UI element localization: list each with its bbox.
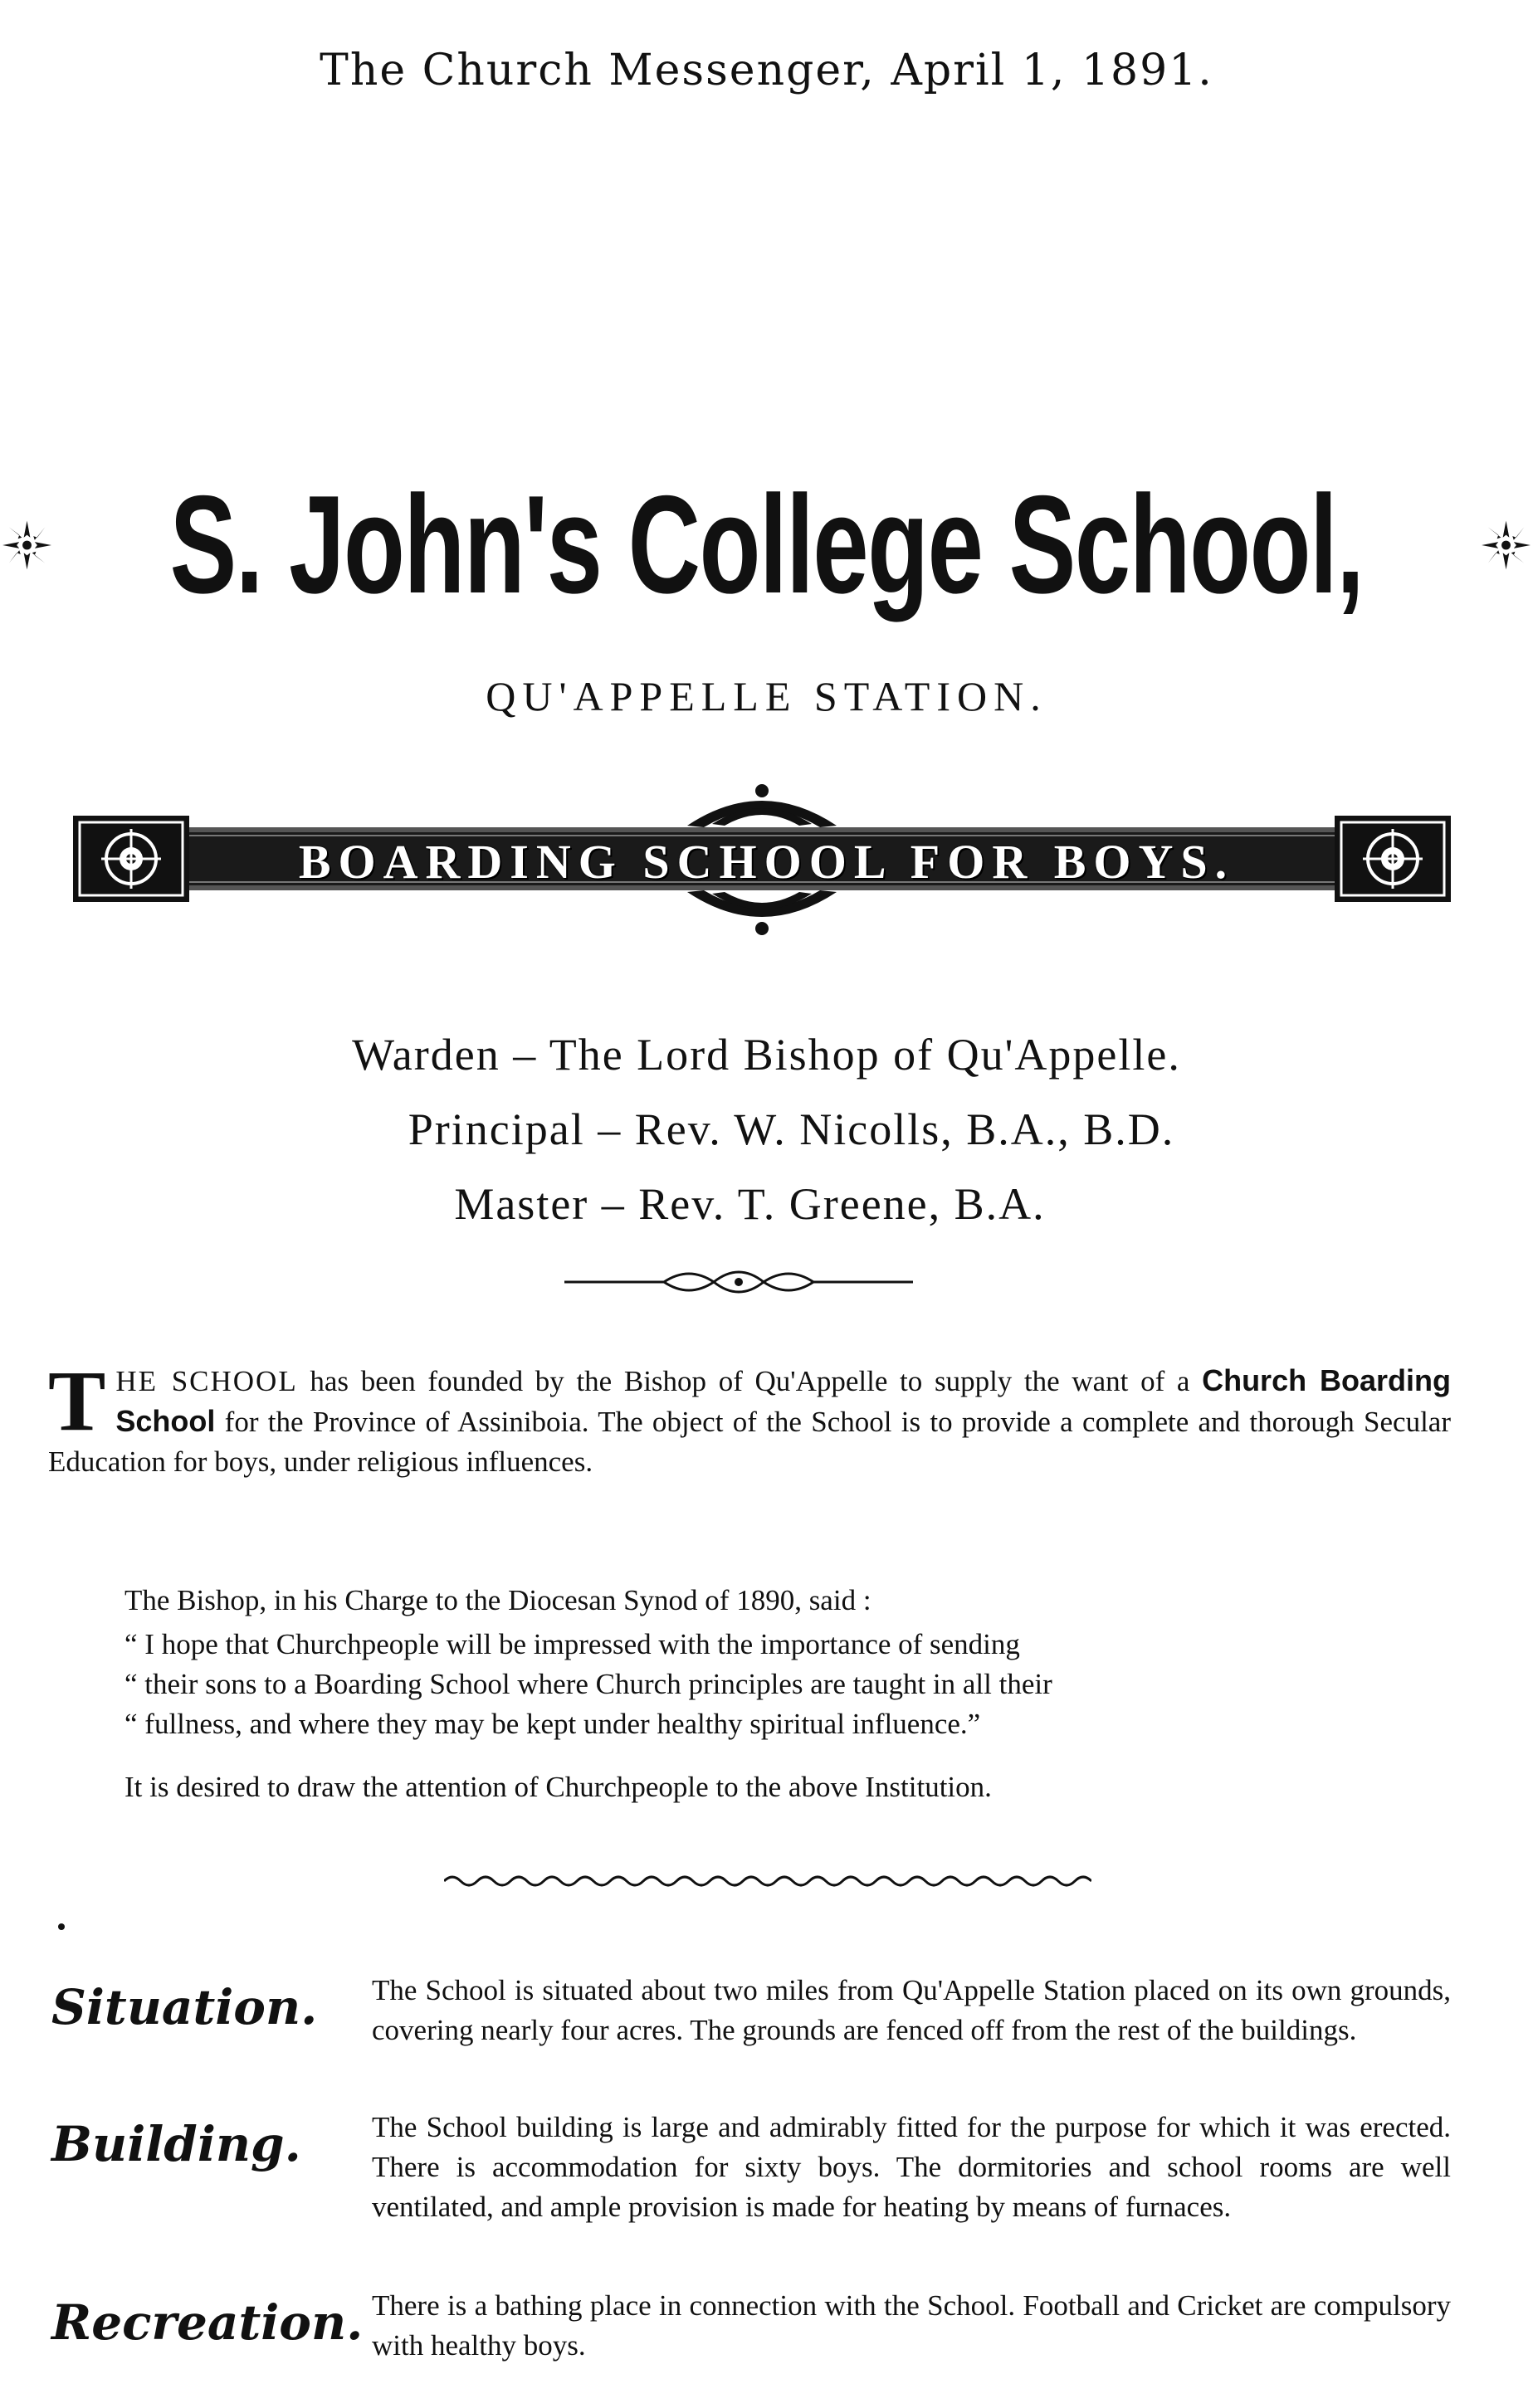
school-title: S. John's College School, [169, 466, 1364, 622]
bullet-dot [58, 1923, 65, 1930]
officer-warden: Warden – The Lord Bishop of Qu'Appelle. [352, 1030, 1181, 1080]
wave-divider-icon [444, 1871, 1091, 1891]
dropcap-letter: T [48, 1353, 106, 1449]
left-star-ornament-icon [0, 510, 54, 580]
quote-line: “ fullness, and where they may be kept under healthy spiritual influence.” [124, 1708, 981, 1740]
section-heading-building: Building. [51, 2116, 301, 2172]
officer-master: Master – Rev. T. Greene, B.A. [454, 1179, 1046, 1229]
quote-line: “ I hope that Churchpeople will be impressed with the importance of sending [124, 1628, 1020, 1660]
banner-text: BOARDING SCHOOL FOR BOYS. [298, 835, 1235, 889]
title-row [0, 465, 1533, 625]
intro-lead: HE SCHOOL [115, 1365, 298, 1397]
masthead: The Church Messenger, April 1, 1891. [320, 46, 1213, 95]
location-subtitle: QU'APPELLE STATION. [486, 673, 1047, 719]
section-body-recreation: There is a bathing place in connection with the School. Football and Cricket are compulsory with healthy boys. [372, 2289, 1451, 2362]
intro-bold-phrase: Church Boarding School [115, 1363, 1451, 1438]
intro-text-1: has been founded by the Bishop of Qu'Appelle to supply the want of a [297, 1365, 1203, 1397]
intro-paragraph [48, 1353, 1451, 1482]
section-heading-recreation: Recreation. [51, 2294, 364, 2351]
officer-principal: Principal – Rev. W. Nicolls, B.A., B.D. [408, 1104, 1175, 1154]
charge-paragraph: The Bishop, in his Charge to the Diocesan Synod of 1890, said : [124, 1584, 871, 1616]
section-heading-situation: Situation. [51, 1979, 318, 2035]
closing-paragraph: It is desired to draw the attention of Churchpeople to the above Institution. [124, 1771, 992, 1803]
right-star-ornament-icon [1479, 510, 1533, 580]
bishop-quote [124, 1625, 1452, 1744]
section-body-building: The School building is large and admirably fitted for the purpose for which it was erected. There is accommodation for sixty boys. The dormitories and school rooms are well ventilated, and ample provision is made for heating by means of furnaces. [372, 2111, 1451, 2223]
divider-ornament-icon [564, 1265, 913, 1299]
quote-line: “ their sons to a Boarding School where Church principles are taught in all their [124, 1668, 1052, 1700]
section-body-situation: The School is situated about two miles from Qu'Appelle Station placed on its own grounds, covering nearly four acres. The grounds are fenced off from the rest of the buildings. [372, 1974, 1451, 2046]
intro-text-2: for the Province of Assiniboia. The object of the School is to provide a complete and thorough Secular Education for boys, under religious influences. [48, 1406, 1451, 1478]
